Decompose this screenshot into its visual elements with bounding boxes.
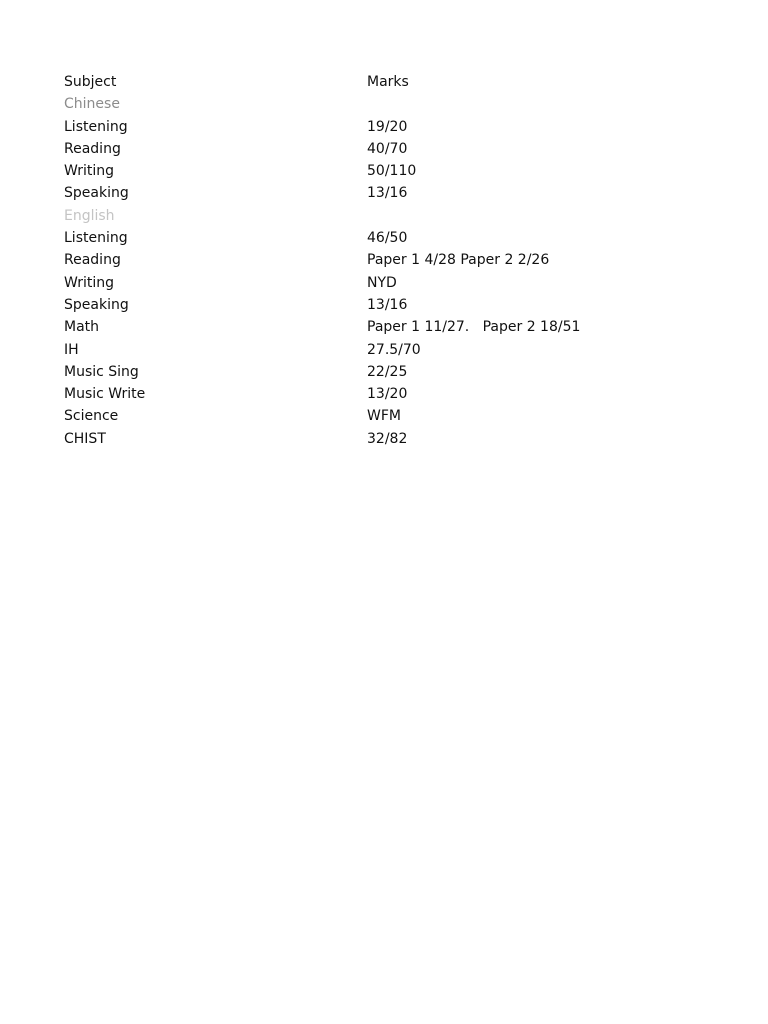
- section-label: Chinese: [64, 96, 120, 113]
- table-row: [64, 294, 704, 316]
- marks-cell: 27.5/70: [367, 341, 421, 358]
- table-row: [64, 249, 704, 271]
- marks-cell: 13/20: [367, 386, 408, 403]
- section-chinese: [64, 93, 704, 115]
- marks-cell: Paper 1 11/27. Paper 2 18/51: [367, 319, 581, 336]
- marks-cell: 22/25: [367, 363, 408, 380]
- subject-cell: Music Sing: [64, 363, 139, 380]
- marks-cell: Paper 1 4/28 Paper 2 2/26: [367, 252, 550, 269]
- subject-cell: Reading: [64, 140, 121, 157]
- marks-cell: 50/110: [367, 163, 417, 180]
- table-row: [64, 272, 704, 294]
- marks-cell: 32/82: [367, 430, 408, 447]
- table-row: [64, 361, 704, 383]
- subject-cell: Writing: [64, 274, 114, 291]
- marks-cell: 13/16: [367, 296, 408, 313]
- table-row: [64, 339, 704, 361]
- subject-column-header: Subject: [64, 74, 117, 90]
- table-row: [64, 383, 704, 405]
- table-header: [64, 71, 704, 93]
- table-row: [64, 428, 704, 450]
- table-row: [64, 138, 704, 160]
- marks-column-header: Marks: [367, 74, 409, 90]
- subject-cell: Reading: [64, 252, 121, 269]
- subject-cell: Science: [64, 408, 119, 425]
- marks-cell: 13/16: [367, 185, 408, 202]
- table-row: [64, 227, 704, 249]
- section-label: English: [64, 207, 115, 224]
- subject-cell: Listening: [64, 118, 128, 135]
- marks-table: [64, 71, 704, 450]
- subject-cell: Math: [64, 319, 100, 336]
- section-english: [64, 205, 704, 227]
- table-row: [64, 160, 704, 182]
- marks-cell: NYD: [367, 274, 397, 291]
- subject-cell: Speaking: [64, 296, 129, 313]
- subject-cell: Speaking: [64, 185, 129, 202]
- marks-cell: WFM: [367, 408, 401, 425]
- subject-cell: Writing: [64, 163, 114, 180]
- marks-cell: 19/20: [367, 118, 408, 135]
- marks-cell: 46/50: [367, 230, 408, 247]
- table-row: [64, 316, 704, 338]
- subject-cell: Music Write: [64, 386, 146, 403]
- table-row: [64, 182, 704, 204]
- subject-cell: Listening: [64, 230, 128, 247]
- table-row: [64, 405, 704, 427]
- marks-cell: 40/70: [367, 140, 408, 157]
- subject-cell: CHIST: [64, 430, 106, 447]
- table-row: [64, 116, 704, 138]
- subject-cell: IH: [64, 341, 79, 358]
